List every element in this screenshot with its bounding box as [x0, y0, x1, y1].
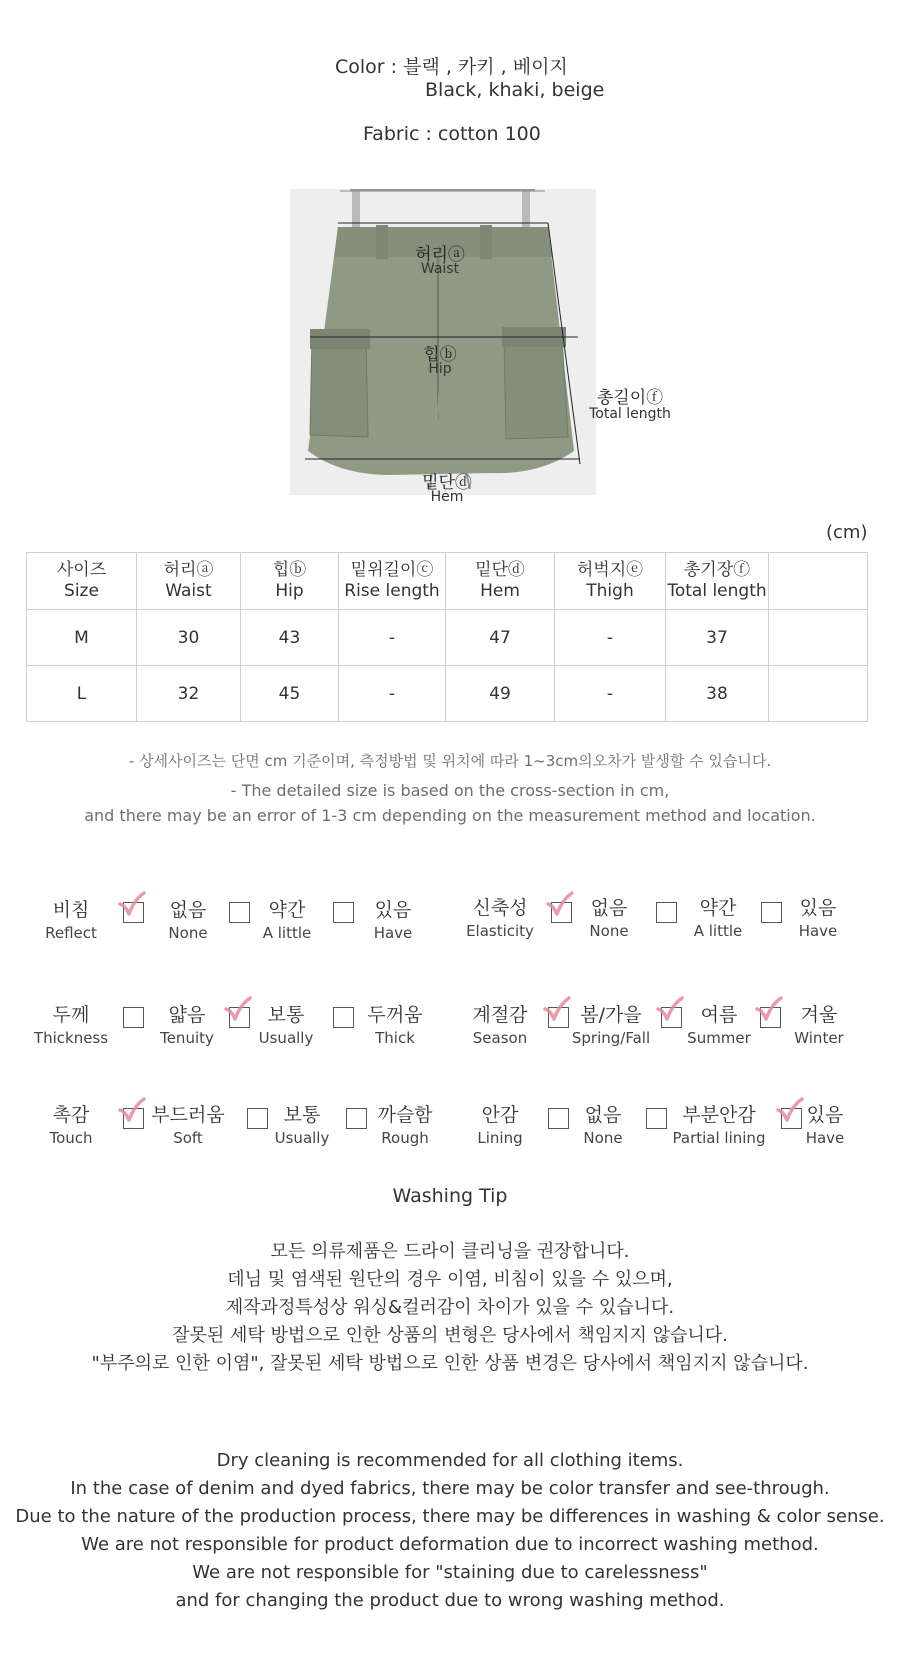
- header-en: Size: [64, 581, 99, 601]
- attr-en: Reflect: [45, 924, 97, 942]
- total-length-label-ko: 총길이ⓕ: [596, 388, 664, 408]
- cell: 45: [241, 666, 339, 722]
- header-size: [27, 553, 137, 610]
- waist-label-en: Waist: [420, 261, 460, 277]
- header-empty: [769, 553, 868, 610]
- option-ko: 약간: [268, 899, 306, 921]
- header-ko: 허리ⓐ: [163, 560, 214, 580]
- header-ko: 허벅지ⓔ: [576, 560, 644, 580]
- option-ko: 얇음: [168, 1004, 206, 1026]
- option-en: None: [583, 1129, 623, 1147]
- check-mark-icon: [117, 890, 147, 920]
- option: [556, 1000, 666, 1047]
- washing-en-line: and for changing the product due to wrong washing method.: [175, 1590, 725, 1611]
- size-note-en-2: and there may be an error of 1-3 cm depending on the measurement method and location.: [84, 806, 816, 825]
- option: [340, 1000, 450, 1047]
- hip-label-en: Hip: [428, 361, 452, 377]
- header-en: Rise length: [344, 581, 440, 601]
- option-en: Soft: [173, 1129, 203, 1147]
- cell: 32: [137, 666, 241, 722]
- size-note-ko: - 상세사이즈는 단면 cm 기준이며, 측정방법 및 위치에 따라 1~3cm의오차가 발생할 수 있습니다.: [128, 752, 772, 770]
- attr-en: Season: [472, 1029, 528, 1047]
- cell: [769, 666, 868, 722]
- cell: 49: [446, 666, 555, 722]
- option: [350, 1100, 460, 1147]
- option-en: Usually: [274, 1129, 330, 1147]
- washing-ko-line: 모든 의류제품은 드라이 클리닝을 권장합니다.: [270, 1241, 630, 1262]
- washing-ko-line: "부주의로 인한 이염", 잘못된 세탁 방법으로 인한 상품 변경은 당사에서 책임지지 않습니다.: [91, 1353, 809, 1374]
- option-en: Spring/Fall: [571, 1029, 651, 1047]
- check-mark-icon: [775, 1096, 805, 1126]
- fabric-line: Fabric : cotton 100: [363, 123, 541, 145]
- unit-label: (cm): [826, 522, 868, 543]
- option: [133, 895, 243, 942]
- check-mark-icon: [655, 995, 685, 1025]
- option-en: Rough: [381, 1129, 429, 1147]
- washing-ko-line: 제작과정특성상 워싱&컬러감이 차이가 있을 수 있습니다.: [225, 1297, 675, 1318]
- cell: -: [555, 666, 666, 722]
- option-en: Usually: [258, 1029, 314, 1047]
- attr-ko: 두께: [52, 1004, 90, 1026]
- cell: -: [339, 666, 446, 722]
- option-ko: 있음: [806, 1104, 844, 1126]
- cell: 37: [666, 610, 769, 666]
- header-ko: 힙ⓑ: [272, 560, 307, 580]
- cell: M: [27, 610, 137, 666]
- header-thigh: [555, 553, 666, 610]
- attr-ko: 계절감: [472, 1004, 528, 1026]
- option: [763, 893, 873, 940]
- color-english: Black, khaki, beige: [425, 79, 605, 101]
- option: [548, 1100, 658, 1147]
- option-ko: 없음: [590, 897, 628, 919]
- table-header-row: [27, 553, 868, 610]
- option-en: A little: [693, 922, 743, 940]
- attr-en: Thickness: [33, 1029, 109, 1047]
- header-ko: 총기장ⓕ: [683, 560, 751, 580]
- cell: 47: [446, 610, 555, 666]
- header-hip: [241, 553, 339, 610]
- header-en: Hip: [275, 581, 304, 601]
- option-ko: 없음: [169, 899, 207, 921]
- option-en: Have: [805, 1129, 845, 1147]
- hem-label-en: Hem: [430, 489, 464, 505]
- cell: -: [339, 610, 446, 666]
- cell: -: [555, 610, 666, 666]
- attr-reflect: [16, 895, 126, 942]
- option-en: Tenuity: [160, 1029, 214, 1047]
- option: [133, 1100, 243, 1147]
- cell: 38: [666, 666, 769, 722]
- washing-ko-line: 잘못된 세탁 방법으로 인한 상품의 변형은 당사에서 책임지지 않습니다.: [172, 1325, 728, 1346]
- cell: 30: [137, 610, 241, 666]
- header-hem: [446, 553, 555, 610]
- header-en: Thigh: [586, 581, 634, 601]
- size-note-en-1: - The detailed size is based on the cross-section in cm,: [230, 781, 670, 800]
- cell: L: [27, 666, 137, 722]
- check-mark-icon: [223, 995, 253, 1025]
- washing-en-line: We are not responsible for product deformation due to incorrect washing method.: [81, 1534, 819, 1555]
- option-ko: 보통: [267, 1004, 305, 1026]
- check-mark-icon: [545, 890, 575, 920]
- cell: 43: [241, 610, 339, 666]
- hem-label: [402, 468, 492, 505]
- attr-ko: 비침: [52, 899, 90, 921]
- size-table: [26, 552, 868, 722]
- option-ko: 보통: [283, 1104, 321, 1126]
- attr-elasticity: [445, 893, 555, 940]
- option: [663, 893, 773, 940]
- header-en: Hem: [480, 581, 520, 601]
- option-en: Thick: [375, 1029, 415, 1047]
- washing-en-line: We are not responsible for "staining due to carelessness": [192, 1562, 708, 1583]
- header-ko: 밑위길이ⓒ: [350, 560, 434, 580]
- header-en: Waist: [165, 581, 212, 601]
- header-en: Total length: [667, 581, 767, 601]
- attr-ko: 신축성: [472, 897, 528, 919]
- table-row: [27, 666, 868, 722]
- check-mark-icon: [754, 995, 784, 1025]
- hem-label-ko: 밑단ⓓ: [422, 473, 472, 493]
- attr-en: Lining: [477, 1129, 523, 1147]
- option-ko: 봄/가을: [580, 1004, 642, 1026]
- option: [247, 1100, 357, 1147]
- waist-label: [395, 240, 485, 277]
- option: [232, 895, 342, 942]
- option-en: Summer: [687, 1029, 751, 1047]
- table-row: [27, 610, 868, 666]
- total-length-label-en: Total length: [589, 406, 671, 422]
- washing-tip-title: Washing Tip: [392, 1185, 508, 1207]
- check-mark-icon: [117, 1096, 147, 1126]
- option-en: Have: [798, 922, 838, 940]
- washing-en-line: Due to the nature of the production process, there may be differences in washing & color sense.: [15, 1506, 885, 1527]
- waist-label-ko: 허리ⓐ: [415, 245, 465, 265]
- header-ko: 사이즈: [56, 560, 107, 580]
- option-ko: 있음: [799, 897, 837, 919]
- option-ko: 부분안감: [682, 1104, 756, 1126]
- option-ko: 까슬함: [377, 1104, 433, 1126]
- header-ko: 밑단ⓓ: [475, 560, 525, 580]
- attr-en: Touch: [49, 1129, 93, 1147]
- header-total-length: [666, 553, 769, 610]
- hip-label: [400, 340, 480, 377]
- option-en: Partial lining: [672, 1129, 766, 1147]
- option: [664, 1100, 774, 1147]
- option-en: A little: [262, 924, 312, 942]
- hip-label-ko: 힙ⓑ: [423, 345, 457, 365]
- attr-thickness: [16, 1000, 126, 1047]
- option-ko: 부드러움: [151, 1104, 225, 1126]
- header-waist: [137, 553, 241, 610]
- option-ko: 겨울: [800, 1004, 838, 1026]
- washing-en-line: Dry cleaning is recommended for all clothing items.: [216, 1450, 684, 1471]
- option-en: Winter: [794, 1029, 844, 1047]
- option-ko: 있음: [374, 899, 412, 921]
- option-ko: 약간: [699, 897, 737, 919]
- washing-ko-line: 데님 및 염색된 원단의 경우 이염, 비침이 있을 수 있으며,: [227, 1269, 673, 1290]
- color-line: Color : 블랙 , 카키 , 베이지: [335, 56, 568, 78]
- cell: [769, 610, 868, 666]
- option-en: Have: [373, 924, 413, 942]
- washing-en-line: In the case of denim and dyed fabrics, there may be color transfer and see-through.: [70, 1478, 830, 1499]
- total-length-label: [575, 383, 685, 422]
- attr-season: [445, 1000, 555, 1047]
- option-ko: 여름: [700, 1004, 738, 1026]
- attr-touch: [16, 1100, 126, 1147]
- attr-lining: [445, 1100, 555, 1147]
- washing-en-block: [0, 1447, 900, 1615]
- washing-ko-block: [0, 1238, 900, 1378]
- option-en: None: [589, 922, 629, 940]
- option-ko: 없음: [584, 1104, 622, 1126]
- check-mark-icon: [542, 995, 572, 1025]
- attr-ko: 안감: [481, 1104, 519, 1126]
- option: [338, 895, 448, 942]
- header-rise: [339, 553, 446, 610]
- option-ko: 두꺼움: [367, 1004, 423, 1026]
- option-en: None: [168, 924, 208, 942]
- attr-ko: 촉감: [52, 1104, 90, 1126]
- attr-en: Elasticity: [466, 922, 534, 940]
